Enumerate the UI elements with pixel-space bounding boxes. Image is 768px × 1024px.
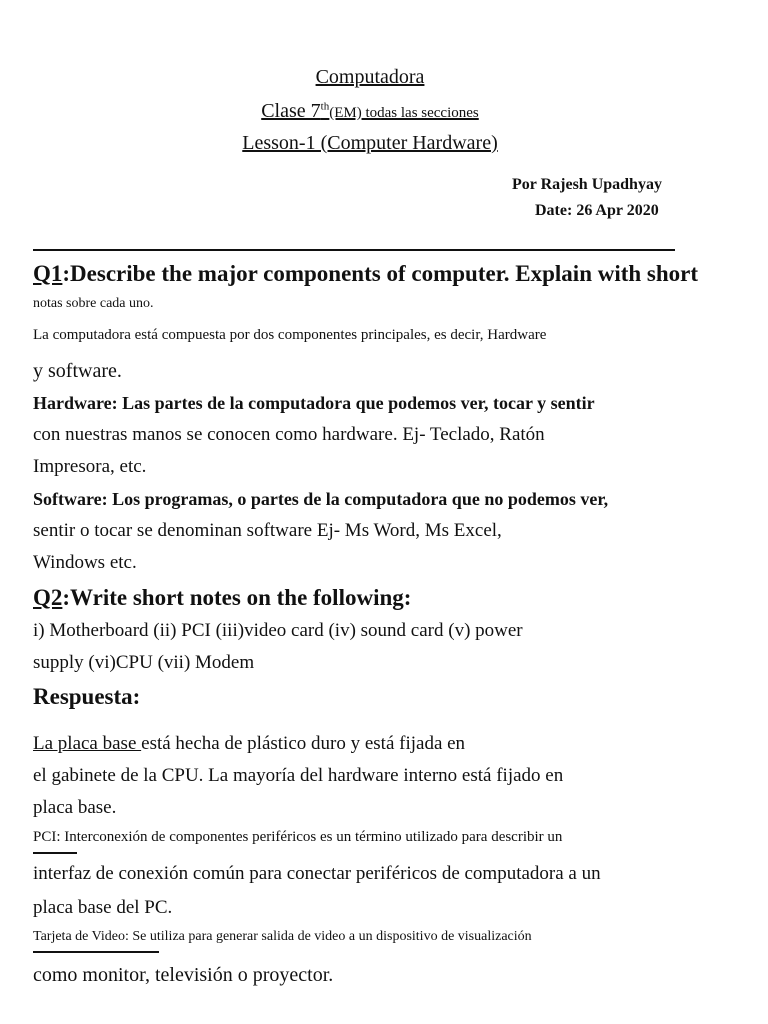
class-sup: th bbox=[320, 100, 330, 113]
software-line2: sentir o tocar se denominan software Ej- Ms Word, Ms Excel, bbox=[33, 520, 502, 541]
q1-question bbox=[33, 261, 698, 287]
software-line3: Windows etc. bbox=[33, 552, 137, 573]
pci-line2: interfaz de conexión común para conectar periféricos de computadora a un bbox=[33, 863, 601, 884]
author-line: Por Rajesh Upadhyay bbox=[512, 176, 662, 193]
q1-label: Q1 bbox=[33, 261, 63, 286]
q2-question bbox=[33, 585, 411, 611]
subject-text: Computadora bbox=[315, 66, 425, 88]
hardware-line2: con nuestras manos se conocen como hardware. Ej- Teclado, Ratón bbox=[33, 424, 545, 445]
class-suffix: (EM) todas las secciones bbox=[329, 105, 479, 121]
q1-intro: La computadora está compuesta por dos componentes principales, es decir, Hardware bbox=[33, 327, 547, 343]
date-line: Date: 26 Apr 2020 bbox=[535, 202, 659, 219]
pci-underline bbox=[33, 852, 77, 854]
hardware-line3: Impresora, etc. bbox=[33, 456, 147, 477]
software-definition: Software: Los programas, o partes de la computadora que no podemos ver, bbox=[33, 489, 609, 509]
motherboard-term: La placa base bbox=[33, 733, 142, 754]
video-line1: Tarjeta de Video: Se utiliza para generar salida de video a un dispositivo de visualización bbox=[33, 929, 532, 944]
motherboard-line3: placa base. bbox=[33, 797, 117, 818]
subject-title bbox=[0, 66, 740, 89]
q1-question-cont: notas sobre cada uno. bbox=[33, 296, 154, 311]
hardware-definition: Hardware: Las partes de la computadora que podemos ver, tocar y sentir bbox=[33, 393, 595, 413]
pci-line3: placa base del PC. bbox=[33, 897, 173, 918]
class-prefix: Clase 7 bbox=[261, 100, 321, 122]
q2-items-line1: i) Motherboard (ii) PCI (iii)video card (iv) sound card (v) power bbox=[33, 620, 523, 641]
q2-items-line2: supply (vi)CPU (vii) Modem bbox=[33, 652, 255, 673]
video-line2: como monitor, televisión o proyector. bbox=[33, 964, 334, 986]
motherboard-line2: el gabinete de la CPU. La mayoría del hardware interno está fijado en bbox=[33, 765, 564, 786]
answer-heading: Respuesta: bbox=[33, 684, 141, 709]
lesson-title bbox=[0, 132, 740, 155]
motherboard-text: está hecha de plástico duro y está fijada en bbox=[141, 733, 466, 754]
q2-question-text: :Write short notes on the following: bbox=[62, 585, 412, 610]
q1-question-text: :Describe the major components of computer. Explain with short bbox=[62, 261, 699, 286]
pci-line1: PCI: Interconexión de componentes periféricos es un término utilizado para describir un bbox=[33, 829, 563, 845]
class-text bbox=[261, 100, 479, 122]
q1-intro-cont: y software. bbox=[33, 360, 122, 382]
q2-label: Q2 bbox=[33, 585, 63, 610]
motherboard-line1 bbox=[33, 733, 465, 755]
header-divider bbox=[33, 249, 675, 251]
video-underline bbox=[33, 951, 159, 953]
lesson-text: Lesson-1 (Computer Hardware) bbox=[242, 132, 498, 154]
class-line bbox=[0, 100, 740, 123]
